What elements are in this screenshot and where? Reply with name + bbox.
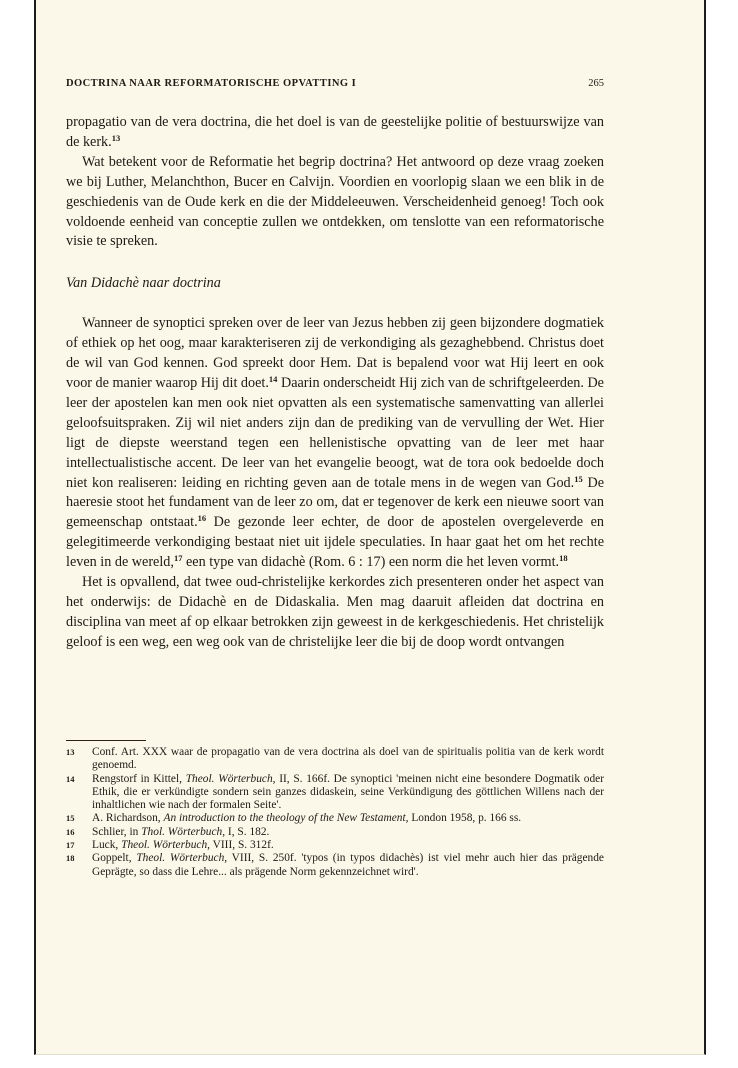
footnote-ref-14[interactable]: 14 — [268, 373, 278, 384]
footnote-ref-13[interactable]: 13 — [111, 132, 121, 143]
footnote-divider — [66, 740, 146, 741]
paragraph: Wanneer de synoptici spreken over de leer van Jezus hebben zij geen bijzondere dogmatiek of ethiek op het oog, maar karakteriseren zij de verkondiging als gezaghebbend. Christus doet de wil van God kennen. God spreekt door Hem. Dat is bepalend voor wat Hij leert en ook voor de manier waarop Hij dit doet.$^{14}$ Daarin onderscheidt Hij zich van de schriftgeleerden. De leer der apostelen kan men ook niet opvatten als een systematische samenvatting van allerlei geloofsuitspraken. Zij wil niet anders zijn dan de prediking van de vervulling der Wet. Hier ligt de diepste weerstand tegen een hellenistische opvatting van de leer met haar intellectualistische accent. De leer van het evangelie beoogt, wat de tora ook bedoelde doch niet kon realiseren: leiding en richting geven aan de totale mens in de wegen van God.$^{15}$ De haeresie stoot het fundament van de leer zo om, dat er tegenover de kerk een nieuwe soort van gemeenschap ontstaat.$^{16}$ De gezonde leer echter, de door de apostelen overgeleverde en gelegitimeerde verkondiging bestaat niet uit ijdele speculaties. In haar gaat het om het rechte leven in de wereld,$^{17}$ een type van didachè (Rom. 6 : 17) een norm die het leven vormt.$^{18}$ — [66, 315, 604, 571]
footnote-number: 18 — [66, 853, 75, 864]
footnote: 18 Goppelt, Theol. Wörterbuch, VIII, S. 250f. 'typos (in typos didachès) ist viel mehr auch hier das prägende Geprägte, so dass die Lehre... als prägende Norm gekennzeichnet wird'. — [66, 852, 604, 878]
paragraph: propagatio van de vera doctrina, die het doel is van de geestelijke politie of bestuurswijze van de kerk.$^{13}$ — [66, 114, 604, 150]
footnote-number: 14 — [66, 773, 75, 784]
footnote-ref-17[interactable]: 17 — [173, 553, 183, 564]
footnote-ref-18[interactable]: 18 — [559, 553, 568, 564]
footnote-number: 16 — [66, 826, 75, 837]
footnote-number: 15 — [66, 813, 75, 824]
section-heading: Van Didachè naar doctrina — [66, 275, 221, 292]
footnote-ref-15[interactable]: 15 — [574, 473, 583, 484]
body-text — [66, 113, 604, 653]
footnote: 17 Luck, Theol. Wörterbuch, VIII, S. 312f. — [66, 839, 274, 852]
paragraph: Wat betekent voor de Reformatie het begrip doctrina? Het antwoord op deze vraag zoeken we bij Luther, Melanchthon, Bucer en Calvijn. Voordien en voorlopig slaan we een blik in de geschiedenis van de Oude kerk en die der Middeleeuwen. Verscheidenheid genoeg! Toch ook voldoende eenheid van conceptie zullen we ontdekken, om tenslotte van een reformatorische visie te spreken. — [66, 153, 604, 250]
footnote: 14 Rengstorf in Kittel, Theol. Wörterbuch, II, S. 166f. De synoptici 'meinen nicht eine besondere Dogmatik oder Ethik, die er verkündigte sondern sein ganzes didaskein, seine Verkündigung des göttlichen Willens nach der inhaltlichen wie nach der formalen Seite'. — [66, 772, 604, 812]
footnotes — [66, 746, 604, 879]
footnote: 13 Conf. Art. XXX waar de propagatio van de vera doctrina als doel van de spiritualis politia van de kerk wordt genoemd. — [66, 746, 604, 772]
running-title: DOCTRINA NAAR REFORMATORISCHE OPVATTING I — [66, 78, 357, 89]
footnote-number: 17 — [66, 840, 75, 851]
paragraph: Het is opvallend, dat twee oud-christelijke kerkordes zich presenteren onder het aspect van het onderwijs: de Didachè en de Didaskalia. Men mag daaruit afleiden dat doctrina en disciplina van meet af op elkaar betrokken zijn geweest in de kerkgeschiedenis. Het christelijk geloof is een weg, een weg ook van de christelijke leer die bij de doop wordt ontvangen — [66, 574, 604, 650]
footnote-number: 13 — [66, 747, 75, 757]
running-header — [66, 78, 604, 94]
footnote-ref-16[interactable]: 16 — [197, 513, 207, 524]
footnote: 16 Schlier, in Thol. Wörterbuch, I, S. 182. — [66, 825, 270, 838]
page-number: 265 — [588, 78, 604, 89]
footnote: 15 A. Richardson, An introduction to the theology of the New Testament, London 1958, p. 166 ss. — [66, 812, 522, 825]
